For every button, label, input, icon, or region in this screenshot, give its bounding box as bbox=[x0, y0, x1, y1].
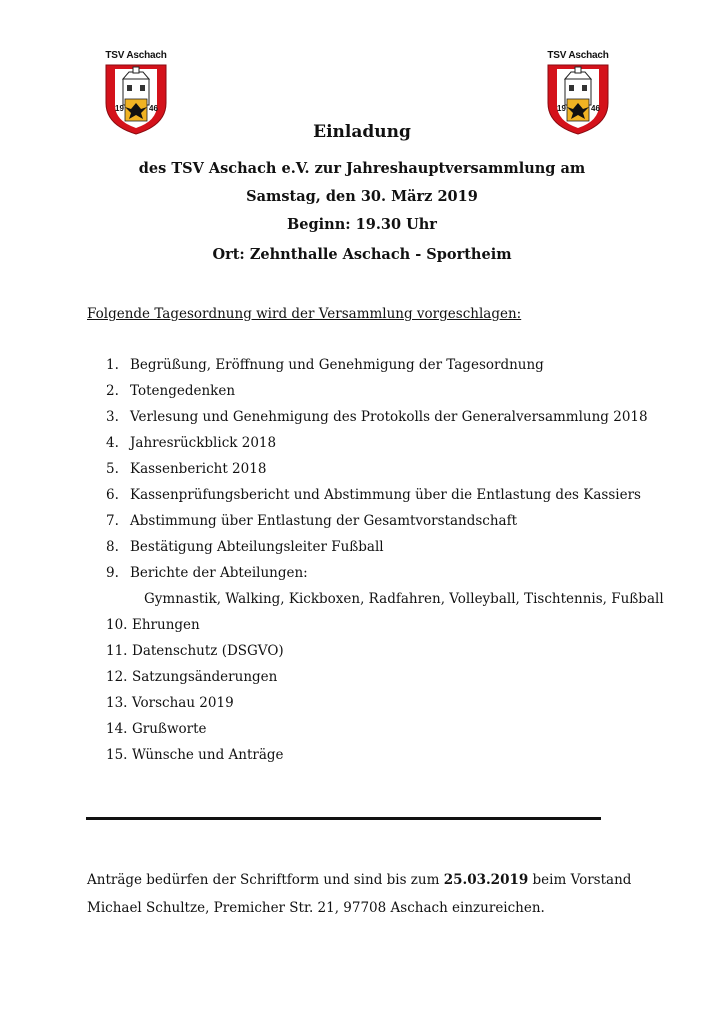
agenda-item bbox=[106, 716, 664, 742]
agenda-item-number: 14. bbox=[106, 721, 128, 737]
agenda-item-text: Jahresrückblick 2018 bbox=[130, 435, 277, 451]
agenda-item-number: 5. bbox=[106, 461, 119, 477]
footer-note-line-2: Michael Schultze, Premicher Str. 21, 97708 Aschach einzureichen. bbox=[87, 900, 545, 916]
agenda-item bbox=[106, 638, 664, 664]
logo-club-name: TSV Aschach bbox=[547, 50, 609, 61]
agenda-item bbox=[106, 352, 664, 378]
horizontal-divider bbox=[86, 817, 601, 820]
agenda-item-number: 12. bbox=[106, 669, 128, 685]
agenda-item-text: Ehrungen bbox=[132, 617, 200, 633]
logo-club-name: TSV Aschach bbox=[105, 50, 167, 61]
agenda-departments: Gymnastik, Walking, Kickboxen, Radfahren, Volleyball, Tischtennis, Fußball bbox=[144, 591, 664, 607]
deadline-date: 25.03.2019 bbox=[443, 872, 529, 888]
agenda-item bbox=[106, 612, 664, 638]
agenda-item bbox=[106, 378, 664, 404]
agenda-item-text: Abstimmung über Entlastung der Gesamtvorstandschaft bbox=[130, 513, 518, 529]
agenda-item-text: Kassenbericht 2018 bbox=[130, 461, 267, 477]
agenda-item-text: Grußworte bbox=[132, 721, 207, 737]
agenda-item-text: Begrüßung, Eröffnung und Genehmigung der Tagesordnung bbox=[130, 357, 544, 373]
agenda-item-number: 1. bbox=[106, 357, 119, 373]
footer-note-text: beim Vorstand bbox=[528, 872, 632, 888]
agenda-item-text: Verlesung und Genehmigung des Protokolls der Generalversammlung 2018 bbox=[130, 409, 648, 425]
agenda-item-text: Datenschutz (DSGVO) bbox=[132, 643, 284, 659]
footer-note-line-1 bbox=[87, 872, 631, 888]
agenda-item bbox=[106, 742, 664, 768]
heading-start-time: Beginn: 19.30 Uhr bbox=[287, 216, 437, 233]
logo-year-left: 19 bbox=[115, 104, 124, 113]
document-title: Einladung bbox=[313, 122, 411, 142]
agenda-item-number: 3. bbox=[106, 409, 119, 425]
logo-year-right: 46 bbox=[591, 104, 600, 113]
heading-location: Ort: Zehnthalle Aschach - Sportheim bbox=[212, 246, 512, 263]
agenda-item bbox=[106, 560, 664, 586]
agenda-item-number: 6. bbox=[106, 487, 119, 503]
agenda-item-text: Bestätigung Abteilungsleiter Fußball bbox=[130, 539, 384, 555]
agenda-item-text: Satzungsänderungen bbox=[132, 669, 278, 685]
agenda-item-number: 13. bbox=[106, 695, 128, 711]
agenda-item bbox=[106, 534, 664, 560]
logo-year-left: 19 bbox=[557, 104, 566, 113]
logo-year-right: 46 bbox=[149, 104, 158, 113]
heading-line-1: des TSV Aschach e.V. zur Jahreshauptversammlung am bbox=[138, 160, 586, 177]
agenda-item-text: Vorschau 2019 bbox=[132, 695, 234, 711]
agenda-list bbox=[106, 352, 664, 768]
agenda-item-text: Totengedenken bbox=[130, 383, 236, 399]
agenda-intro: Folgende Tagesordnung wird der Versammlung vorgeschlagen: bbox=[87, 306, 522, 322]
heading-date: Samstag, den 30. März 2019 bbox=[246, 188, 478, 205]
agenda-subitem bbox=[106, 586, 664, 612]
footer-note-text: Anträge bedürfen der Schriftform und sind bis zum bbox=[87, 872, 444, 888]
agenda-item-number: 8. bbox=[106, 539, 119, 555]
agenda-item-number: 4. bbox=[106, 435, 119, 451]
agenda-item-number: 15. bbox=[106, 747, 128, 763]
agenda-item-number: 11. bbox=[106, 643, 128, 659]
agenda-item bbox=[106, 508, 664, 534]
agenda-item-number: 7. bbox=[106, 513, 119, 529]
agenda-item bbox=[106, 482, 664, 508]
agenda-item-text: Kassenprüfungsbericht und Abstimmung über die Entlastung des Kassiers bbox=[130, 487, 641, 503]
agenda-item-text: Berichte der Abteilungen: bbox=[130, 565, 308, 581]
agenda-item-number: 10. bbox=[106, 617, 128, 633]
agenda-item bbox=[106, 456, 664, 482]
agenda-item-number: 9. bbox=[106, 565, 119, 581]
agenda-item-number: 2. bbox=[106, 383, 119, 399]
agenda-item bbox=[106, 690, 664, 716]
agenda-item bbox=[106, 664, 664, 690]
agenda-item bbox=[106, 404, 664, 430]
agenda-item-text: Wünsche und Anträge bbox=[132, 747, 284, 763]
agenda-item bbox=[106, 430, 664, 456]
